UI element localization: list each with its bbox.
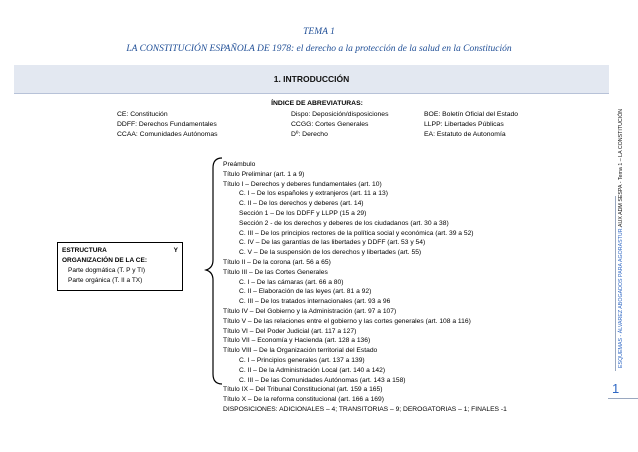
abbreviations-heading: ÍNDICE DE ABREVIATURAS: [271,100,363,107]
outline-chapter-item: C. I – Principios generales (art. 137 a 139) [239,356,365,364]
structure-heading-line2: ORGANIZACIÓN DE LA CE: [62,257,147,264]
outline-title-item: Título Preliminar (art. 1 a 9) [223,170,305,178]
abbreviation-item: LLPP: Libertades Públicas [424,121,504,128]
abbreviations-column-3 [424,110,518,140]
outline-title-item: Título IX – Del Tribunal Constitucional (art. 159 a 165) [223,386,383,394]
outline-chapter-item: C. V – De la suspensión de los derechos y libertades (art. 55) [239,249,422,257]
outline-chapter-item: C. II – De la Administración Local (art. 140 a 142) [239,366,386,374]
outline-title-item: DISPOSICIONES: ADICIONALES – 4; TRANSITORIAS – 9; DEROGATORIAS – 1; FINALES -1 [223,405,507,413]
outline-chapter-item: C. III – De los tratados internacionales (art. 93 a 96 [239,298,391,306]
sidebar-vertical-text [618,108,626,368]
sidebar-course: AUX ADM SESPA - Tema 1 – LA CONSTITUCIÓN [618,108,624,227]
abbreviation-item: DDFF: Derechos Fundamentales [117,121,217,128]
outline-title-item: Título X – De la reforma constitucional (art. 166 a 169) [223,396,384,404]
outline-chapter-item: C. III – De las Comunidades Autónomas (art. 143 a 158) [239,376,406,384]
outline-title-item: Título IV – Del Gobierno y la Administración (art. 97 a 107) [223,307,397,315]
abbreviations-column-2 [291,110,388,140]
outline-title-item: Título V – De las relaciones entre el gobierno y las cortes generales (art. 108 a 116) [223,317,471,325]
outline-chapter-item: C. II – Elaboración de las leyes (art. 81 a 92) [239,288,372,296]
structure-item: Parte dogmática (T. P y TI) [68,267,146,274]
abbreviation-item: CCGG: Cortes Generales [291,121,369,128]
document-subtitle: LA CONSTITUCIÓN ESPAÑOLA DE 1978: el derecho a la protección de la salud en la Constitución [126,44,512,54]
structure-item: Parte orgánica (T. II a TX) [68,277,143,284]
abbreviation-item: CCAA: Comunidades Autónomas [117,131,218,138]
structure-box [57,242,183,291]
sidebar-divider [615,196,616,371]
constitution-outline [223,160,507,415]
outline-title-item: Título VIII – De la Organización territorial del Estado [223,347,378,355]
structure-heading-right: Y [173,247,178,254]
tema-title: TEMA 1 [303,27,335,37]
outline-chapter-item: C. I – De los españoles y extranjeros (art. 11 a 13) [239,190,388,198]
section-title: 1. INTRODUCCIÓN [273,74,350,84]
outline-chapter-item: C. IV – De las garantías de las libertades y DDFF (art. 53 y 54) [239,239,426,247]
outline-chapter-item: Sección 1 – De los DDFF y LLPP (15 a 29) [239,209,367,217]
outline-chapter-item: C. III – De los principios rectores de la política social y económica (art. 39 a 52) [239,229,474,237]
outline-title-item: Título VI – Del Poder Judicial (art. 117 a 127) [223,327,357,335]
sidebar-brand: ESQUEMAS - ÁLVAREZ ABOGADOS PARA AGORASTUR. [618,227,624,368]
outline-title-item: Preámbulo [223,161,256,168]
outline-title-item: Título II – De la corona (art. 56 a 65) [223,258,331,266]
outline-chapter-item: Sección 2 - de los derechos y deberes de los ciudadanos (art. 30 a 38) [239,219,449,227]
abbreviation-item: EA: Estatuto de Autonomía [424,131,506,138]
page-number: 1 [612,381,620,396]
outline-title-item: Título VII – Economía y Hacienda (art. 128 a 136) [223,337,371,345]
page-number-underline [608,398,638,399]
outline-chapter-item: C. I – De las cámaras (art. 66 a 80) [239,278,344,286]
abbreviation-item: Dº: Derecho [291,131,328,138]
outline-chapter-item: C. II – De los derechos y deberes (art. 14) [239,200,364,208]
abbreviation-item: BOE: Boletín Oficial del Estado [424,111,519,118]
sidebar [608,108,638,452]
abbreviation-item: Dispo: Deposición/disposiciones [291,111,389,118]
outline-title-item: Título I – Derechos y deberes fundamentales (art. 10) [223,180,382,188]
outline-title-item: Título III – De las Cortes Generales [223,268,328,276]
abbreviations-column-1 [117,110,218,140]
abbreviation-item: CE: Constitución [117,111,168,118]
section-header-bar [14,65,609,94]
structure-heading [62,246,178,256]
structure-heading-left: ESTRUCTURA [62,247,107,254]
